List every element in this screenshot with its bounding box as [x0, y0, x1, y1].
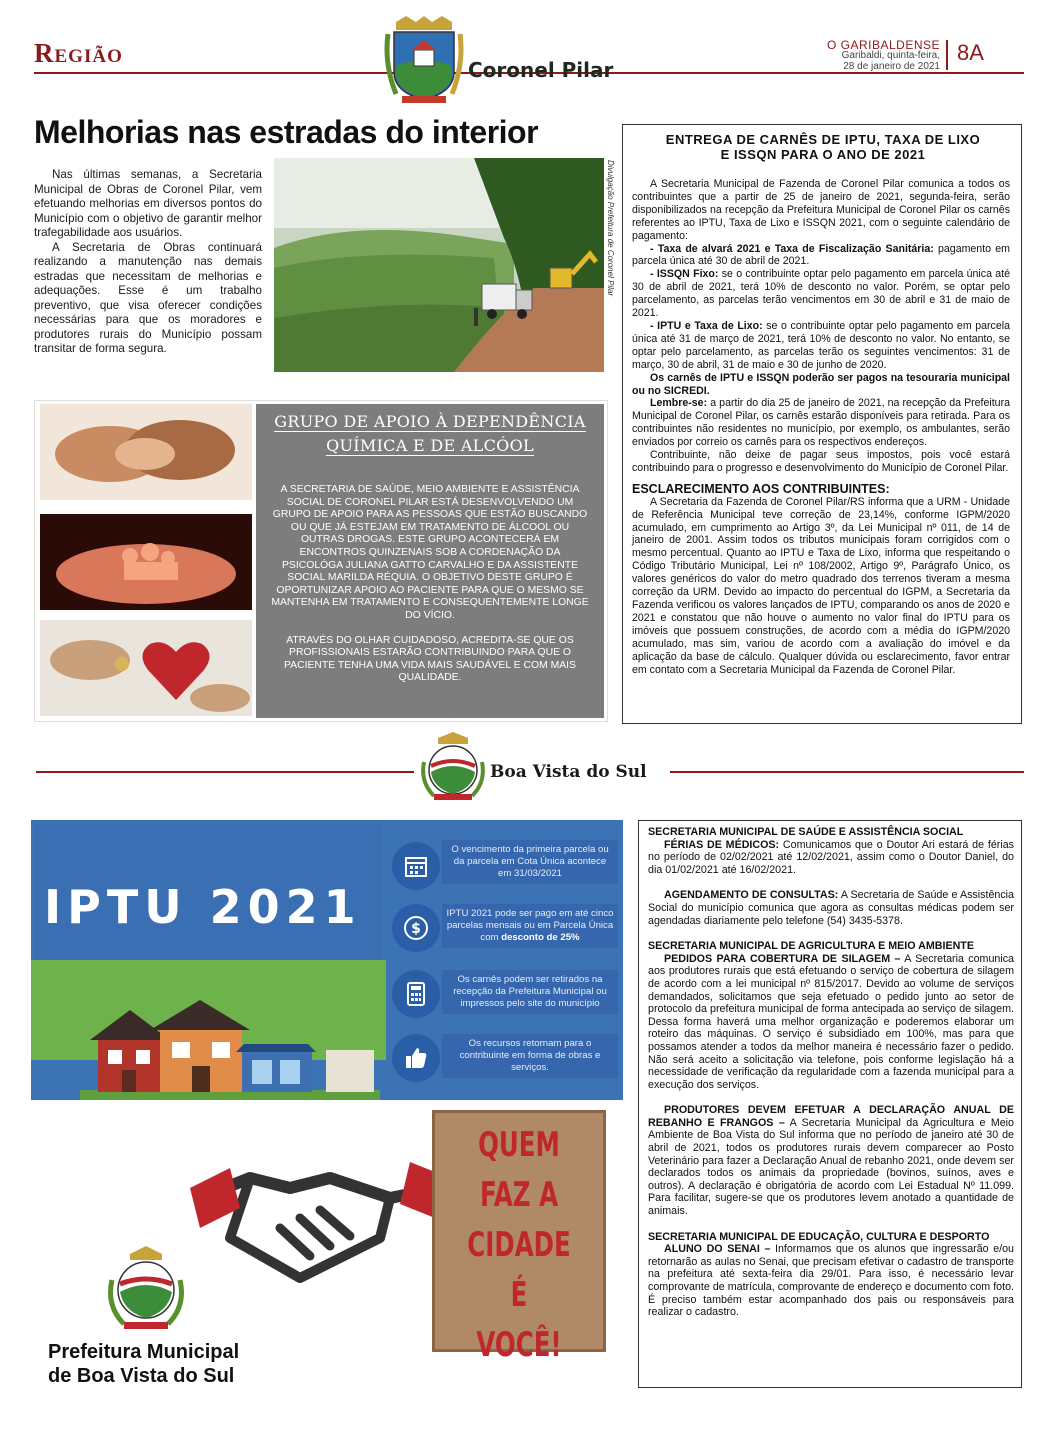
iptu-item-alvara-label: - Taxa de alvará 2021 e Taxa de Fiscalização Sanitária:: [650, 242, 934, 255]
article-body: [34, 168, 262, 357]
houses-illustration: [80, 1000, 380, 1100]
notice-heading-agriculture: SECRETARIA MUNICIPAL DE AGRICULTURA E MEIO AMBIENTE: [648, 940, 974, 953]
notice-appointments: [648, 889, 1014, 927]
notice-vacation-text: Comunicamos que o Doutor Ari estará de férias no período de 02/02/2021 até 12/02/2021, assim como o Doutor Daniel, do dia 01/02/2021 até 16/02/2021.: [648, 838, 1014, 876]
coronel-pilar-crest-icon: [382, 14, 466, 104]
notice-appointments-text: A Secretaria de Saúde e Assistência Social do município comunica que agora as consultas médicas podem ser agendadas diariamente pelo telefone (54) 3435-5378.: [648, 889, 1015, 927]
thumbs-up-icon: [392, 1034, 440, 1082]
notice-vacation-label: FÉRIAS DE MÉDICOS:: [664, 838, 780, 851]
ad-item-resources: Os recursos retornam para o contribuinte em forma de obras e serviços.: [442, 1034, 618, 1078]
notice-senai-label: ALUNO DO SENAI –: [664, 1243, 771, 1256]
edition-date-line1: Garibaldi, quinta-feira,: [841, 50, 940, 61]
notice-heading-education: SECRETARIA MUNICIPAL DE EDUCAÇÃO, CULTURA E DESPORTO: [648, 1230, 990, 1243]
iptu-notice-intro: A Secretaria Municipal de Fazenda de Coronel Pilar comunica a todos os contribuintes que a partir de 25 de janeiro de 2021, segunda-feira, serão disponibilizados na recepção da Prefeitura Municipal de Coronel Pilar os carnês referentes ao IPTU, Taxa de Lixo e ISSQN 2021, com o seguinte calendário de pagamento:: [632, 178, 1010, 242]
calendar-icon: [392, 842, 440, 890]
boa-vista-notices: [648, 826, 1014, 1319]
ad-item-pickup: Os carnês podem ser retirados na recepção da Prefeitura Municipal ou impressos pelo site do município: [442, 970, 618, 1014]
sign-line-1: QUEM: [478, 1125, 560, 1165]
ad-item-installments-text: IPTU 2021 pode ser pago em até cinco parcelas mensais ou em Parcela Única com: [446, 908, 614, 943]
article-paragraph-2: A Secretaria de Obras continuará realizando a manutenção nas demais estradas que necessitam de melhorias e adequações. Esse é um trabalho preventivo, que visa oferecer condições necessárias para que os moradores e produtores rurais do Município possam transitar de forma segura.: [34, 240, 262, 355]
notice-silage-text: A Secretaria comunica aos produtores rurais que está efetuando o serviço de cobertura de silagem de acordo com a lei municipal nº 815/2017. Devido ao volume de serviços demandados, solicitamos que seja efetuado o pedido junto ao setor de protocolo da prefeitura municipal de forma antecipada ao serviço de silagem. Dessa forma haverá uma melhor organização e poderemos elaborar um roteiro das máquinas. O serviço é subsidiado em 100%, mas para que possamos atender a todos da melhor maneira é necessário fazer o pedido. Não será aceito a solicitação via telefone, pois conforme legislação há a necessidade de verificação da regularidade com a fazenda municipal para a execução dos serviços.: [648, 952, 1015, 1091]
edition-date-line2: 28 de janeiro de 2021: [843, 61, 940, 72]
iptu-item-issqn: [632, 268, 1010, 320]
iptu-item-issqn-label: - ISSQN Fixo:: [650, 268, 719, 281]
support-group-title: [256, 410, 604, 458]
prefecture-name: [48, 1340, 239, 1388]
wooden-sign-text: [458, 1120, 580, 1370]
newspaper-name: O GARIBALDENSE: [826, 38, 940, 52]
notice-vacation: [648, 839, 1014, 877]
notice-appointments-label: AGENDAMENTO DE CONSULTAS:: [664, 889, 839, 902]
notice-silage: [648, 953, 1014, 1092]
road-works-photo: [274, 158, 604, 372]
heart-hands-image: [40, 620, 252, 716]
support-group-paragraph-1: A SECRETARIA DE SAÚDE, MEIO AMBIENTE E ASSISTÊNCIA SOCIAL DE CORONEL PILAR ESTÁ DESENVOLVENDO UM GRUPO DE APOIO PARA AS PESSOAS QUE ESTÃO BUSCANDO OU QUE JÁ ESTEJAM EM TRATAMENTO DE ÁLCOOL OU OUTRAS DROGAS. ESTE GRUPO ACONTECERÁ EM ENCONTROS QUINZENAIS SOB A CORDENAÇÃO DA PSICOLÓGA JULIANA GATTO CARVALHO E DA ASSISTENTE SOCIAL MARILDA RÉQUIA. O OBJETIVO DESTE GRUPO É OPORTUNIZAR APOIO AO PACIENTE PARA QUE O MESMO SE MANTENHA EM TRATAMENTO E CONSEQUENTEMENTE LONGE DO VÍCIO.: [271, 484, 589, 621]
town-name-boa-vista: Boa Vista do Sul: [490, 762, 647, 782]
notice-livestock: [648, 1104, 1014, 1217]
hands-family-image: [40, 514, 252, 610]
section-rule-left: [36, 771, 414, 773]
article-headline: Melhorias nas estradas do interior: [34, 114, 539, 150]
iptu-item-lixo: [632, 320, 1010, 372]
sign-line-2: FAZ A: [479, 1175, 559, 1215]
notice-senai: [648, 1243, 1014, 1319]
iptu-payment-note: [632, 372, 1010, 398]
iptu-notice-title-line1: ENTREGA DE CARNÊS DE IPTU, TAXA DE LIXO: [665, 132, 981, 147]
ad-item-discount: desconto de 25%: [501, 932, 580, 943]
iptu-item-lixo-label: - IPTU e Taxa de Lixo:: [650, 319, 763, 332]
iptu-item-lixo-text: se o contribuinte optar pelo pagamento em parcela única até 31 de março de 2021, terá 10% de desconto no valor. No entanto, se optar pelo parcelamento, as parcelas terão os seguintes vencimentos: 31 de março, 30 de abril, 31 de maio e 30 de junho de 2020.: [632, 319, 1010, 371]
iptu-notice-title-line2: E ISSQN PARA O ANO DE 2021: [720, 147, 926, 162]
iptu-payment-note-text: Os carnês de IPTU e ISSQN poderão ser pagos na tesouraria municipal ou no SICREDI.: [632, 371, 1010, 397]
boa-vista-crest-icon: [418, 732, 488, 802]
support-group-text: [270, 484, 590, 685]
town-name-coronel-pilar: Coronel Pilar: [468, 58, 614, 82]
support-group-title-line1: GRUPO DE APOIO À DEPENDÊNCIA: [274, 412, 586, 431]
iptu-item-alvara: [632, 243, 1010, 269]
section-rule-right: [670, 771, 1024, 773]
page-number: 8A: [957, 40, 984, 65]
notice-senai-text: Informamos que os alunos que ingressarão e/ou retornarão as aulas no Senai, que precisam efetivar o cadastro de transporte na prefeitura até sexta-feira dia 29/01. Para isso, é necessário levar comprovante de matrícula, comprovante de endereço e documento com foto. É preciso também estar acompanhado dos pais ou responsáveis para realizar o cadastro.: [648, 1243, 1014, 1319]
prefecture-name-line2: de Boa Vista do Sul: [48, 1365, 235, 1387]
support-group-title-line2: QUÍMICA E DE ALCÓOL: [326, 436, 534, 455]
iptu-item-issqn-text: se o contribuinte optar pelo pagamento em parcela única até 30 de abril de 2021, terá 10% de desconto no valor. Porém, se optar pelo parcelamento, as parcelas terão vencimentos em 30 de abril e 31 de maio de 2021.: [632, 268, 1011, 320]
support-group-paragraph-2: ATRAVÉS DO OLHAR CUIDADOSO, ACREDITA-SE QUE OS PROFISSIONAIS ESTARÃO CONTRIBUINDO PARA QUE O PACIENTE TENHA UMA VIDA MAIS SAUDÁVEL E COM MAIS QUALIDADE.: [284, 634, 576, 684]
notice-livestock-label: PRODUTORES DEVEM EFETUAR A DECLARAÇÃO ANUAL DE REBANHO E FRANGOS –: [648, 1104, 1014, 1129]
iptu-notice-body: [632, 178, 1010, 676]
calculator-icon: [392, 970, 440, 1018]
hands-circle-image: [40, 404, 252, 500]
article-paragraph-1: Nas últimas semanas, a Secretaria Municipal de Obras de Coronel Pilar, vem efetuando melhorias em diversos pontos do Município com o objetivo de garantir melhor trafegabilidade aos usuários.: [34, 168, 262, 239]
iptu-reminder-label: Lembre-se:: [650, 397, 708, 410]
iptu-reminder-text: a partir do dia 25 de janeiro de 2021, na recepção da Prefeitura Municipal de Coronel Pilar, os carnês estarão disponíveis para retirada. Para os contribuintes não residentes no município, por exemplo, os ambulantes, serão enviados por correio os carnês para os respectivos endereços.: [632, 397, 1010, 449]
page-number-divider: [946, 40, 948, 70]
svg-text:$: $: [411, 921, 421, 937]
ad-item-due-date: O vencimento da primeira parcela ou da parcela em Cota Única acontece em 31/03/2021: [442, 840, 618, 884]
sign-line-3: CIDADE É: [467, 1225, 571, 1315]
clarification-text: A Secretaria da Fazenda de Coronel Pilar/RS informa que a URM - Unidade de Referência Municipal teve correção de 23,14%, conforme IGPM/2020 acumulado, em cumprimento ao Artigo 3º, da Lei Municipal nº 011, de 14 de janeiro de 2001. Assim todos os tributos municipais foram corrigidos com o mesmo percentual. Quanto ao IPTU e Taxa de Lixo, informa que respeitando o Código Tributário Municipal, Lei nº 108/2002, Artigo 9º, Parágrafo Único, os valores genéricos do valor do metro quadrado dos terrenos tiveram a mesma correção da URM. Devido ao impacto do percentual do IGPM, a Secretaria da Fazenda verificou os valores lançados de IPTU, comparando os anos de 2020 e 2021 e constatou que não houve o aumento no valor final do IPTU para os imóveis que possuem construções, de acordo com a média do IGPM/2020 acumulado, mas sim, variou de acordo com a avaliação do imóvel e da aplicação da base de cálculo. Qualquer dúvida ou esclarecimento, favor entrar em contato com a Secretaria Municipal da Fazenda de Coronel Pilar.: [632, 495, 1010, 676]
iptu-item-alvara-text: pagamento em parcela única até 30 de abril de 2021.: [632, 242, 1010, 268]
iptu-notice-title: [630, 132, 1016, 162]
handshake-icon: [190, 1148, 450, 1288]
iptu-closing: Contribuinte, não deixe de pagar seus impostos, pois você estará contribuindo para o progresso e desenvolvimento do Município de Coronel Pilar.: [632, 449, 1010, 474]
edition-date: [740, 50, 940, 72]
prefecture-name-line1: Prefeitura Municipal: [48, 1341, 240, 1363]
dollar-icon: [392, 904, 440, 952]
boa-vista-crest-ad-icon: [106, 1246, 186, 1330]
notice-heading-health: SECRETARIA MUNICIPAL DE SAÚDE E ASSISTÊNCIA SOCIAL: [648, 826, 964, 838]
notice-livestock-text: A Secretaria Municipal da Agricultura e Meio Ambiente de Boa Vista do Sul informa que no período de janeiro até 30 de abril de 2021, todos os produtores rurais devem comparecer ao Posto Veterinário para fazer a Declaração Anual de rebanho 2021, onde devem ser declarados todos os animais da propriedade (bovinos, suínos, aves e outros). A declaração é obrigatória de acordo com Lei Estadual Nº 11.099. Para facilitar, sugere-se que os produtores levem anotado a quantidade de animais.: [648, 1116, 1015, 1218]
sign-line-4: VOCÊ!: [476, 1325, 562, 1365]
iptu-ad-title: IPTU 2021: [44, 880, 362, 934]
clarification-title: ESCLARECIMENTO AOS CONTRIBUINTES:: [632, 481, 890, 496]
section-name: Região: [34, 38, 123, 68]
photo-credit: Divulgação Prefeitura de Coronel Pilar: [606, 160, 615, 297]
notice-silage-label: PEDIDOS PARA COBERTURA DE SILAGEM –: [664, 952, 901, 965]
ad-item-installments: [442, 904, 618, 948]
iptu-reminder: [632, 397, 1010, 449]
